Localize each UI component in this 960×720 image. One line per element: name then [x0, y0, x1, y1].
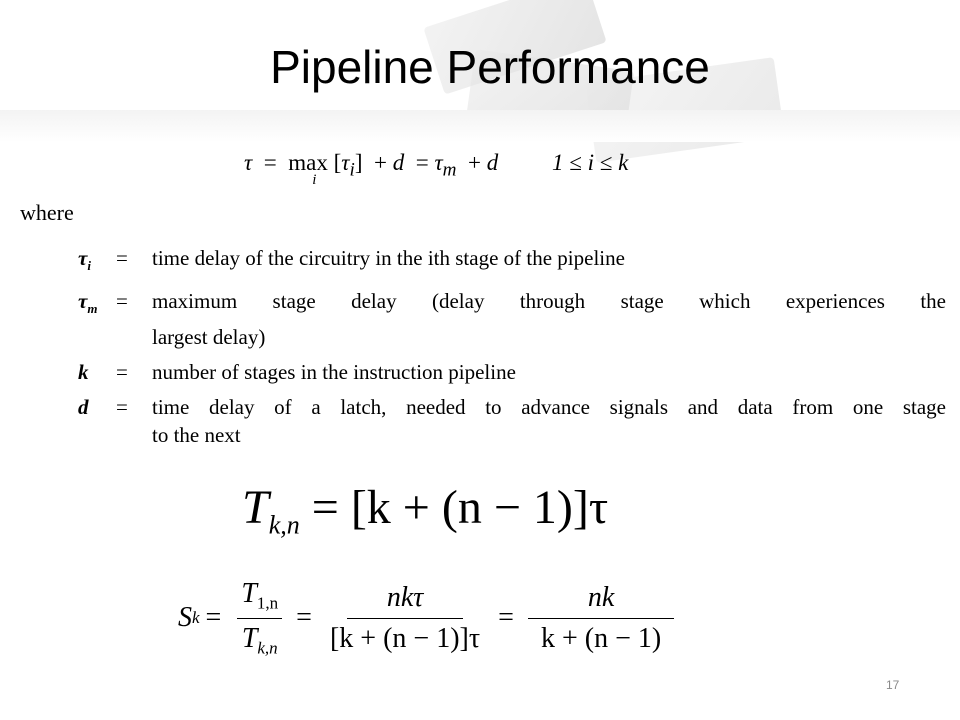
definition-symbol: $\tau_m$: [78, 289, 98, 317]
definition-symbol: $\tau_i$: [78, 246, 91, 274]
definition-equals: =: [116, 289, 128, 314]
max-operator: max i: [288, 150, 328, 188]
fraction-simplified: $\frac{nk}{k + (n - 1)}$: [528, 582, 674, 655]
fraction-expanded: $\frac{\text{nkτ}}{[k + (n - 1)]\tau}$: [329, 581, 481, 654]
background-band: [0, 110, 960, 142]
page-number: 17: [886, 678, 900, 692]
definition-symbol: k: [78, 360, 89, 385]
definition-equals: =: [116, 246, 128, 270]
definition-row: [78, 287, 946, 323]
where-label: where: [20, 200, 74, 225]
definitions-list: [78, 244, 946, 456]
definition-symbol: d: [78, 395, 89, 420]
slide-title: Pipeline Performance: [270, 41, 710, 93]
speedup-equation: S k = $\frac{T_{1,n}}{T_{k,n}}$ = $\frac{\text{nkτ}}{[k + (n - 1)]\tau}$ = $\frac{nk}{k + (n - 1)}$: [178, 578, 684, 658]
definition-row: [78, 358, 946, 386]
fraction-time-ratio: $\frac{T_{1,n}}{T_{k,n}}$: [237, 578, 282, 658]
definition-equals: =: [116, 395, 128, 420]
definition-text: maximum stage delay (delay through stage which experiences the: [152, 289, 946, 314]
definition-continuation: to the next: [152, 423, 241, 448]
definition-text: time delay of the circuitry in the ith stage of the pipeline: [152, 246, 625, 270]
total-time-equation: $T_{k,n} = [k + (n - 1)]\tau$: [242, 481, 609, 540]
definition-text: time delay of a latch, needed to advance signals and data from one stage: [152, 395, 946, 420]
definition-continuation: largest delay): [152, 325, 266, 350]
index-range: 1 ≤ i ≤ k: [552, 150, 629, 175]
tau-symbol: τ: [244, 150, 253, 175]
tau-definition-equation: τ = max i $[\tau_i] + d = \tau_m + d$ 1 ≤ i ≤ k: [244, 150, 629, 188]
definition-equals: =: [116, 360, 128, 385]
definition-row: [78, 244, 946, 280]
definition-text: number of stages in the instruction pipeline: [152, 360, 516, 385]
definition-row: [78, 393, 946, 421]
